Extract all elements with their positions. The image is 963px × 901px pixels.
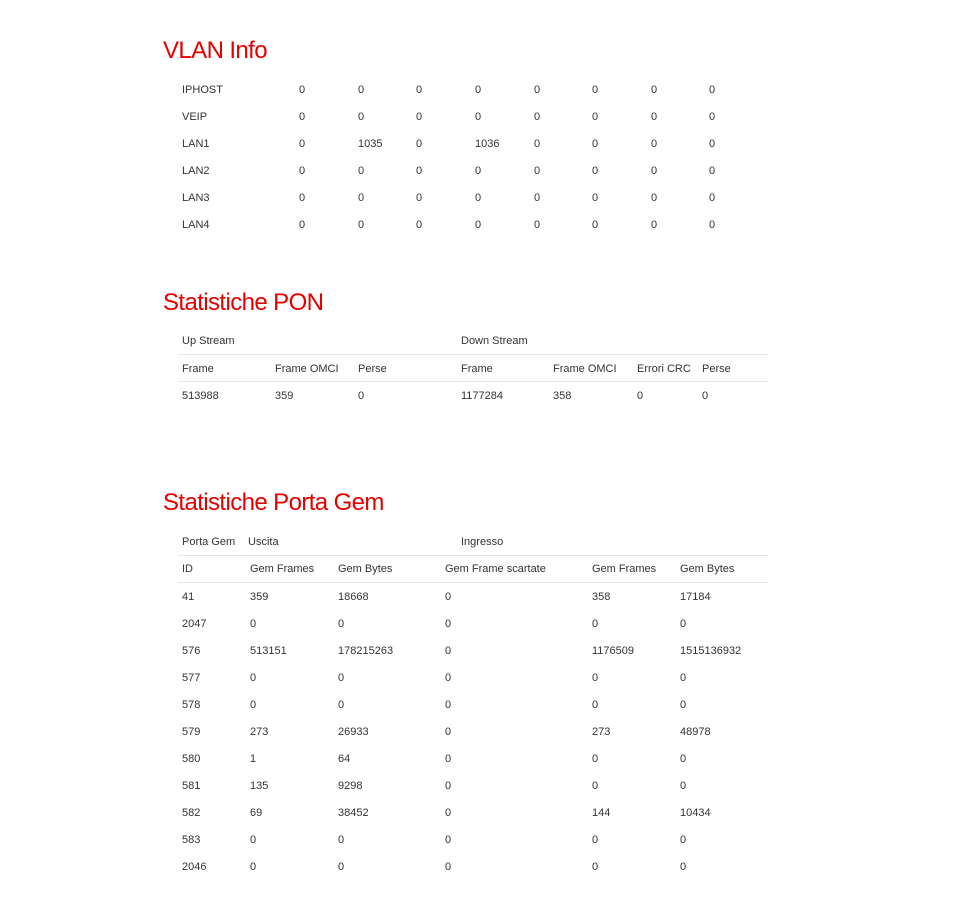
gem-cell: 0 [680, 618, 687, 630]
gem-column-header: Gem Frame scartate [445, 563, 546, 575]
vlan-cell: 0 [358, 84, 365, 96]
pon-value: 0 [637, 390, 644, 402]
gem-divider [178, 582, 768, 583]
gem-cell: 18668 [338, 591, 369, 603]
vlan-cell: 0 [475, 192, 482, 204]
vlan-cell: 0 [416, 84, 423, 96]
gem-cell: 0 [592, 861, 599, 873]
downstream-label: Down Stream [461, 335, 528, 347]
gem-divider [178, 555, 768, 556]
vlan-cell: 0 [651, 219, 658, 231]
vlan-cell: 0 [592, 84, 599, 96]
gem-cell: 0 [680, 861, 687, 873]
gem-group-header: Porta Gem [182, 536, 236, 548]
gem-cell: 48978 [680, 726, 711, 738]
vlan-cell: 0 [299, 165, 306, 177]
gem-cell: 0 [338, 861, 345, 873]
gem-cell: 0 [680, 780, 687, 792]
gem-cell: 0 [445, 726, 452, 738]
gem-column-header: ID [182, 563, 193, 575]
pon-column-header: Frame [182, 363, 214, 375]
pon-value: 1177284 [461, 390, 504, 402]
gem-cell: 513151 [250, 645, 287, 657]
vlan-cell: 0 [592, 111, 599, 123]
upstream-label: Up Stream [182, 335, 235, 347]
gem-cell: 10434 [680, 807, 711, 819]
vlan-cell: 0 [416, 111, 423, 123]
gem-cell: 26933 [338, 726, 369, 738]
gem-cell: 0 [445, 861, 452, 873]
pon-divider [178, 354, 768, 355]
gem-cell: 0 [592, 618, 599, 630]
gem-cell: 0 [680, 753, 687, 765]
gem-column-header: Gem Bytes [338, 563, 393, 575]
gem-group-header: Ingresso [461, 536, 504, 548]
gem-cell: 1176509 [592, 645, 635, 657]
vlan-cell: 0 [651, 138, 658, 150]
vlan-cell: 0 [416, 138, 423, 150]
vlan-cell: 0 [475, 84, 482, 96]
gem-cell: 358 [592, 591, 611, 603]
vlan-cell: 0 [651, 165, 658, 177]
gem-cell: 0 [445, 618, 452, 630]
gem-cell: 0 [250, 861, 257, 873]
gem-column-header: Gem Frames [250, 563, 315, 575]
gem-cell: 273 [250, 726, 269, 738]
pon-column-header: Errori CRC [637, 363, 691, 375]
pon-column-header: Perse [702, 363, 731, 375]
gem-cell: 1 [250, 753, 257, 765]
gem-cell: 0 [592, 753, 599, 765]
vlan-cell: 0 [358, 219, 365, 231]
pon-column-header: Frame OMCI [553, 363, 617, 375]
vlan-cell: 1036 [475, 138, 500, 150]
vlan-cell: 0 [299, 219, 306, 231]
gem-cell: 0 [592, 699, 599, 711]
vlan-cell: 0 [592, 219, 599, 231]
vlan-cell: 0 [592, 165, 599, 177]
gem-cell: 135 [250, 780, 269, 792]
gem-cell: 0 [592, 834, 599, 846]
gem-cell: 0 [250, 618, 257, 630]
gem-cell: 578 [182, 699, 201, 711]
vlan-cell: 0 [592, 138, 599, 150]
gem-cell: 0 [250, 672, 257, 684]
gem-cell: 0 [445, 672, 452, 684]
pon-value: 0 [358, 390, 365, 402]
vlan-cell: 0 [709, 192, 716, 204]
vlan-row-label: LAN1 [182, 138, 210, 150]
gem-cell: 2047 [182, 618, 207, 630]
gem-cell: 0 [680, 834, 687, 846]
vlan-cell: 0 [709, 111, 716, 123]
vlan-cell: 0 [416, 219, 423, 231]
gem-cell: 0 [338, 834, 345, 846]
gem-cell: 0 [445, 807, 452, 819]
vlan-cell: 0 [534, 84, 541, 96]
vlan-cell: 0 [475, 165, 482, 177]
gem-cell: 38452 [338, 807, 369, 819]
vlan-cell: 0 [709, 165, 716, 177]
vlan-cell: 0 [651, 84, 658, 96]
gem-cell: 0 [445, 780, 452, 792]
gem-cell: 582 [182, 807, 201, 819]
vlan-cell: 0 [299, 111, 306, 123]
pon-column-header: Perse [358, 363, 387, 375]
gem-cell: 41 [182, 591, 195, 603]
vlan-info-title: VLAN Info [163, 37, 267, 64]
pon-divider [178, 381, 768, 382]
vlan-cell: 0 [475, 219, 482, 231]
vlan-cell: 0 [358, 111, 365, 123]
gem-cell: 576 [182, 645, 201, 657]
gem-cell: 577 [182, 672, 201, 684]
vlan-cell: 0 [299, 192, 306, 204]
gem-cell: 0 [592, 672, 599, 684]
gem-cell: 0 [445, 591, 452, 603]
gem-cell: 0 [445, 645, 452, 657]
vlan-cell: 0 [709, 219, 716, 231]
pon-value: 358 [553, 390, 572, 402]
pon-value: 513988 [182, 390, 219, 402]
gem-cell: 0 [338, 618, 345, 630]
vlan-cell: 0 [534, 138, 541, 150]
gem-cell: 0 [445, 753, 452, 765]
gem-cell: 144 [592, 807, 611, 819]
gem-cell: 0 [338, 672, 345, 684]
vlan-row-label: IPHOST [182, 84, 223, 96]
gem-cell: 359 [250, 591, 269, 603]
gem-cell: 64 [338, 753, 351, 765]
vlan-cell: 1035 [358, 138, 383, 150]
vlan-cell: 0 [358, 165, 365, 177]
gem-cell: 0 [250, 834, 257, 846]
gem-stats-title: Statistiche Porta Gem [163, 489, 384, 516]
vlan-cell: 0 [299, 138, 306, 150]
pon-value: 359 [275, 390, 294, 402]
gem-cell: 1515136932 [680, 645, 742, 657]
gem-cell: 178215263 [338, 645, 394, 657]
vlan-cell: 0 [709, 84, 716, 96]
gem-cell: 581 [182, 780, 201, 792]
gem-cell: 69 [250, 807, 263, 819]
gem-cell: 0 [250, 699, 257, 711]
vlan-cell: 0 [534, 165, 541, 177]
vlan-row-label: LAN2 [182, 165, 210, 177]
vlan-cell: 0 [475, 111, 482, 123]
gem-cell: 0 [445, 699, 452, 711]
gem-cell: 0 [445, 834, 452, 846]
gem-cell: 580 [182, 753, 201, 765]
vlan-row-label: LAN3 [182, 192, 210, 204]
vlan-cell: 0 [709, 138, 716, 150]
vlan-cell: 0 [416, 165, 423, 177]
pon-stats-title: Statistiche PON [163, 289, 324, 316]
vlan-cell: 0 [358, 192, 365, 204]
vlan-cell: 0 [534, 111, 541, 123]
gem-cell: 17184 [680, 591, 711, 603]
gem-cell: 0 [592, 780, 599, 792]
gem-cell: 2046 [182, 861, 207, 873]
vlan-cell: 0 [534, 192, 541, 204]
gem-cell: 273 [592, 726, 611, 738]
gem-cell: 0 [338, 699, 345, 711]
gem-column-header: Gem Frames [592, 563, 657, 575]
vlan-cell: 0 [651, 192, 658, 204]
gem-cell: 0 [680, 672, 687, 684]
vlan-cell: 0 [416, 192, 423, 204]
gem-cell: 9298 [338, 780, 363, 792]
vlan-cell: 0 [534, 219, 541, 231]
vlan-cell: 0 [299, 84, 306, 96]
vlan-cell: 0 [651, 111, 658, 123]
pon-value: 0 [702, 390, 709, 402]
gem-cell: 579 [182, 726, 201, 738]
gem-cell: 0 [680, 699, 687, 711]
gem-cell: 583 [182, 834, 201, 846]
vlan-row-label: LAN4 [182, 219, 210, 231]
vlan-cell: 0 [592, 192, 599, 204]
pon-column-header: Frame [461, 363, 493, 375]
pon-column-header: Frame OMCI [275, 363, 339, 375]
gem-group-header: Uscita [248, 536, 279, 548]
gem-column-header: Gem Bytes [680, 563, 735, 575]
vlan-row-label: VEIP [182, 111, 208, 123]
